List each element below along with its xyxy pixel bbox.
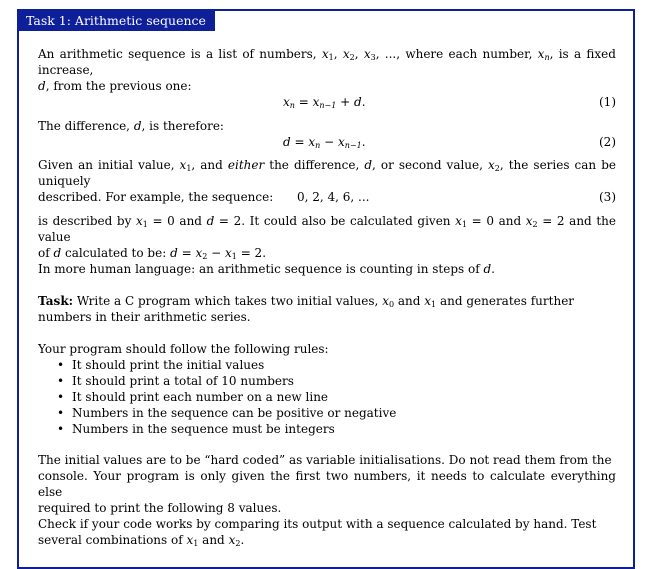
task-title: Task 1: Arithmetic sequence bbox=[18, 10, 215, 31]
equation-1: $x_n = x_{n-1} + d$. bbox=[283, 95, 366, 110]
given-paragraph: Given an initial value, $x_1$, and either the difference, d, or second value, $x_2$, the series can be uniquely described. For example, the sequence: bbox=[38, 158, 616, 204]
described-paragraph: is described by $x_1 = 0$ and d = 2. It could also be calculated given $x_1 = 0$ and $x_2 = 2$ and the value of d calculated to be: $d = x_2 - x_1 = 2$. bbox=[38, 214, 616, 261]
equation-3: 0, 2, 4, 6, ... bbox=[297, 190, 370, 204]
list-item: • It should print a total of 10 numbers bbox=[55, 373, 396, 389]
human-language-text: In more human language: an arithmetic sequence is counting in steps of d. bbox=[38, 262, 495, 276]
rules-intro: Your program should follow the following rules: bbox=[38, 342, 329, 356]
list-item: • It should print the initial values bbox=[55, 357, 396, 373]
list-item: • Numbers in the sequence must be integers bbox=[55, 421, 396, 437]
equation-3-number: (3) bbox=[599, 190, 616, 204]
equation-2: $d = x_n - x_{n-1}$. bbox=[283, 135, 366, 150]
list-item: • It should print each number on a new line bbox=[55, 389, 396, 405]
hardcoded-paragraph: The initial values are to be “hard coded” as variable initialisations. Do not read them from the console. Your program is only given the first two numbers, it needs to calculate everything else required to print the following 8 values. bbox=[38, 453, 616, 515]
rules-list bbox=[55, 357, 396, 437]
equation-1-number: (1) bbox=[599, 95, 616, 109]
intro-paragraph: An arithmetic sequence is a list of numbers, $x_1$, $x_2$, $x_3$, ..., where each number, $x_n$, is a fixed increase, d, from the previous one: bbox=[38, 47, 616, 93]
equation-2-number: (2) bbox=[599, 135, 616, 149]
check-paragraph: Check if your code works by comparing its output with a sequence calculated by hand. Test several combinations of $x_1$ and $x_2$. bbox=[38, 517, 597, 548]
list-item: • Numbers in the sequence can be positive or negative bbox=[55, 405, 396, 421]
difference-text: The difference, d, is therefore: bbox=[38, 119, 224, 133]
task-paragraph: Task: Write a C program which takes two initial values, $x_0$ and $x_1$ and generates further numbers in their arithmetic series. bbox=[38, 294, 575, 324]
